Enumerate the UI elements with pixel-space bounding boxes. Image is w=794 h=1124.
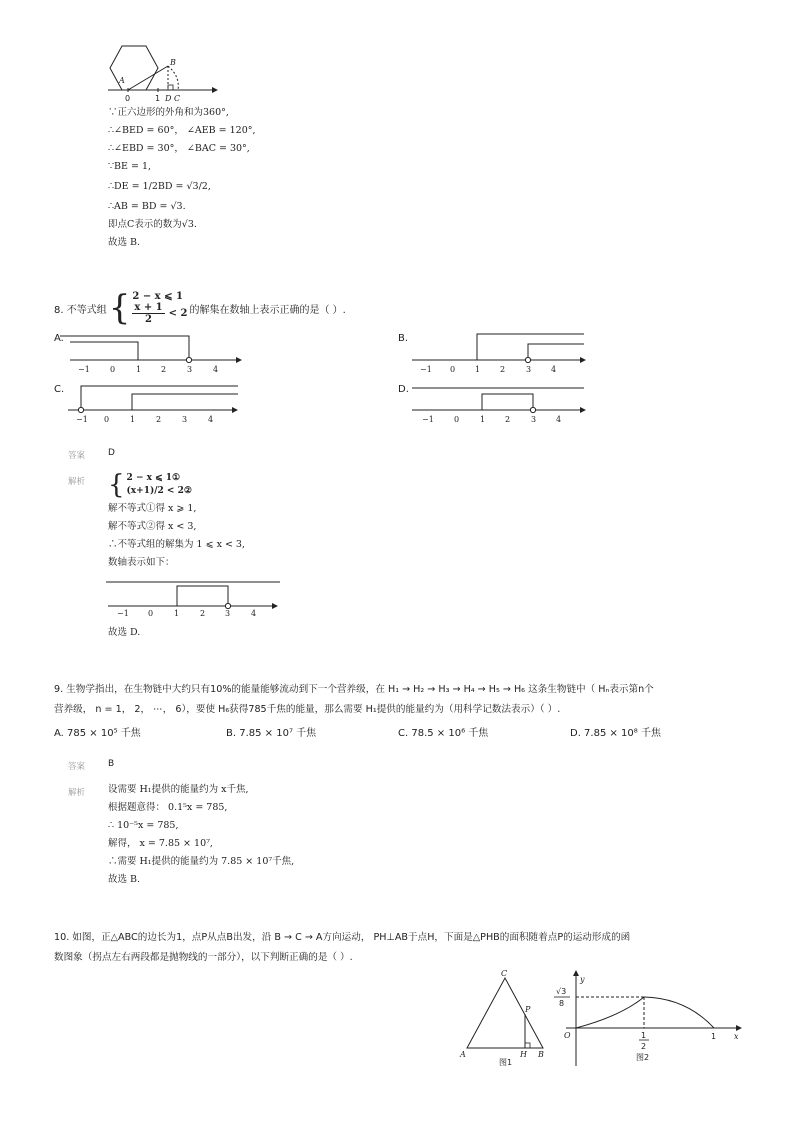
- tick: 1: [130, 415, 136, 424]
- tick: 4: [556, 415, 562, 424]
- tick: 2: [505, 415, 511, 424]
- q8-option-c-label[interactable]: C.: [54, 384, 65, 395]
- label-B: B: [538, 1050, 544, 1059]
- q8-answer: D: [108, 448, 115, 458]
- q8-option-d-label[interactable]: D.: [398, 384, 409, 395]
- q9-analysis-l3: ∴ 10⁻⁵x = 785,: [108, 820, 179, 831]
- q10-figure-1: [455, 968, 555, 1072]
- y-value-den: 8: [559, 999, 565, 1008]
- label-C: C: [174, 94, 181, 103]
- figure-1-caption: 图1: [499, 1058, 513, 1067]
- tick: 3: [531, 415, 537, 424]
- tick: 2: [500, 365, 506, 374]
- q8-brace: {: [108, 288, 131, 328]
- q8-system-num: x + 1: [134, 302, 163, 313]
- tick: 3: [182, 415, 188, 424]
- tick: 0: [148, 609, 154, 618]
- q8-option-b-label[interactable]: B.: [398, 333, 409, 344]
- q9-stem: [54, 680, 754, 720]
- q8-analysis-l2: 解不等式②得 x < 3,: [108, 521, 197, 532]
- tick: 1: [480, 415, 486, 424]
- tick-0: 0: [125, 94, 131, 103]
- q9-option-a[interactable]: A. 785 × 10⁵ 千焦: [54, 728, 141, 739]
- q7-line-6: ∴AB = BD = √3.: [108, 201, 186, 212]
- label-A: A: [119, 76, 125, 85]
- tick: 4: [551, 365, 557, 374]
- x-one-label: 1: [711, 1032, 717, 1041]
- label-D: D: [165, 94, 172, 103]
- y-axis-label: y: [580, 975, 585, 984]
- q9-line-2: 营养级， n = 1， 2， ⋯， 6），要使 H₆获得785千焦的能量，那么需要 H₁提供的能量约为（用科学记数法表示）（ ）.: [54, 704, 561, 715]
- q9-analysis-l5: ∴需要 H₁提供的能量约为 7.85 × 10⁷千焦,: [108, 856, 295, 867]
- label-C: C: [501, 969, 508, 978]
- q8-analysis-sys1: 2 − x ⩽ 1①: [126, 473, 181, 483]
- tick: 0: [110, 365, 116, 374]
- q8-system-den: 2: [145, 314, 152, 325]
- label-B: B: [170, 58, 176, 67]
- q9-option-b[interactable]: B. 7.85 × 10⁷ 千焦: [226, 728, 317, 739]
- q9-analysis: [108, 781, 294, 889]
- label-H: H: [520, 1050, 527, 1059]
- tick: 3: [526, 365, 532, 374]
- tick: 3: [225, 609, 231, 618]
- label-P: P: [525, 1005, 531, 1014]
- q10-line-2: 数图象（拐点左右两段都是抛物线的一部分），以下判断正确的是（ ）.: [54, 952, 353, 963]
- q8-tick-row-b: [412, 365, 592, 377]
- tick: 0: [450, 365, 456, 374]
- q8-stem-prefix: 8. 不等式组: [54, 304, 107, 316]
- label-A: A: [460, 1050, 466, 1059]
- q8-stem: [54, 286, 346, 330]
- tick: −1: [420, 365, 432, 374]
- q8-analysis: { 2 − x ⩽ 1① (x+1)/2 < 2② 解不等式①得 x ⩾ 1, 解不等式②得 x < 3, ∴不等式组的解集为 1 ⩽ x < 3, 数轴表示如下：: [108, 470, 245, 572]
- q8-option-a-label[interactable]: A.: [54, 333, 64, 344]
- tick: 2: [200, 609, 206, 618]
- tick: 4: [208, 415, 214, 424]
- tick: 0: [104, 415, 110, 424]
- q7-line-3: ∴∠EBD = 30°， ∠BAC = 30°,: [108, 143, 250, 154]
- q9-analysis-l6: 故选 B.: [108, 874, 141, 885]
- q7-line-8: 故选 B.: [108, 237, 141, 248]
- q8-analysis-l1: 解不等式①得 x ⩾ 1,: [108, 503, 197, 514]
- tick: 0: [454, 415, 460, 424]
- q7-line-2: ∴∠BED = 60°， ∠AEB = 120°,: [108, 125, 256, 136]
- tick: 4: [251, 609, 257, 618]
- q10-line-1: 10. 如图，正△ABC的边长为1，点P从点B出发，沿 B → C → A方向运动， PH⊥AB于点H，下面是△PHB的面积随着点P的运动形成的函: [54, 932, 631, 943]
- q8-analysis-l5: 故选 D.: [108, 627, 141, 638]
- q9-analysis-l4: 解得， x = 7.85 × 10⁷,: [108, 838, 213, 849]
- q8-stem-suffix: 的解集在数轴上表示正确的是（ ）.: [189, 304, 346, 316]
- q8-system-line1: 2 − x ⩽ 1: [132, 291, 183, 302]
- tick: −1: [117, 609, 129, 618]
- q7-line-7: 即点C表示的数为√3.: [108, 219, 197, 230]
- q9-line-1: 9. 生物学指出，在生物链中大约只有10%的能量能够流动到下一个营养级，在 H₁ → H₂ → H₃ → H₄ → H₅ → H₆ 这条生物链中（ Hₙ表示第n个: [54, 684, 654, 695]
- q8-system: [132, 291, 187, 325]
- q7-solution: [108, 104, 256, 252]
- q8-analysis-label: 解析: [68, 477, 86, 487]
- q8-analysis-l3: ∴不等式组的解集为 1 ⩽ x < 3,: [108, 539, 245, 550]
- q10-stem: [54, 928, 754, 968]
- q9-answer: B: [108, 759, 115, 769]
- q8-tick-row-d: [412, 415, 592, 427]
- tick-1: 1: [155, 94, 161, 103]
- y-value-num: √3: [556, 987, 567, 996]
- tick: −1: [422, 415, 434, 424]
- q8-tick-row-a: [60, 365, 250, 377]
- q9-analysis-l1: 设需要 H₁提供的能量约为 x千焦,: [108, 784, 249, 795]
- q9-analysis-label: 解析: [68, 788, 86, 798]
- q8-tick-row-c: [60, 415, 250, 427]
- hexagon-figure: [100, 38, 220, 106]
- figure-2-caption: 图2: [636, 1053, 650, 1062]
- q7-line-5: ∴DE = 1/2BD = √3/2,: [108, 181, 211, 192]
- tick: 1: [174, 609, 180, 618]
- q8-system-rest: < 2: [168, 308, 188, 319]
- q8-analysis-sys2: (x+1)/2 < 2②: [126, 486, 192, 496]
- tick: −1: [78, 365, 90, 374]
- q7-line-4: ∵BE = 1,: [108, 161, 152, 172]
- x-axis-label: x: [734, 1032, 739, 1041]
- q9-option-d[interactable]: D. 7.85 × 10⁸ 千焦: [570, 728, 661, 739]
- q9-answer-label: 答案: [68, 762, 86, 772]
- x-half-num: 1: [641, 1031, 647, 1040]
- x-half-den: 2: [641, 1042, 647, 1051]
- tick: 1: [136, 365, 142, 374]
- tick: 4: [213, 365, 219, 374]
- q8-analysis-ticks: [106, 609, 286, 621]
- tick: 1: [475, 365, 481, 374]
- q8-answer-label: 答案: [68, 451, 86, 461]
- origin-label: O: [564, 1031, 571, 1040]
- q7-line-1: ∵正六边形的外角和为360°,: [108, 107, 229, 118]
- tick: 3: [187, 365, 193, 374]
- q8-analysis-l4: 数轴表示如下：: [108, 557, 175, 568]
- tick: −1: [76, 415, 88, 424]
- tick: 2: [161, 365, 167, 374]
- q9-analysis-l2: 根据题意得： 0.1⁵x = 785,: [108, 802, 228, 813]
- q10-figure-2: [546, 966, 746, 1070]
- q9-option-c[interactable]: C. 78.5 × 10⁶ 千焦: [398, 728, 489, 739]
- tick: 2: [156, 415, 162, 424]
